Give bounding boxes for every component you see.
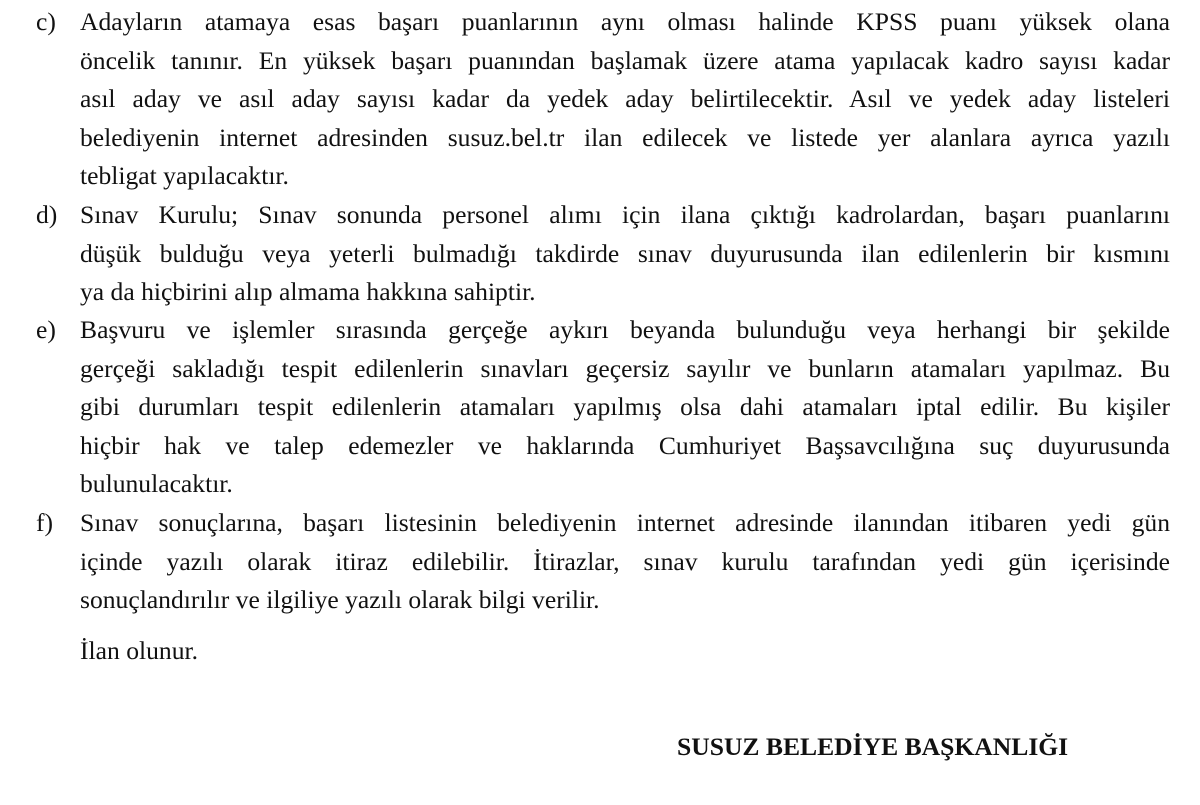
text-line: hiçbir hak ve talep edemezler ve haklarında Cumhuriyet Başsavcılığına suç duyurusunda [80, 430, 1170, 460]
text-line: düşük bulduğu veya yeterli bulmadığı takdirde sınav duyurusunda ilan edilenlerin bir kısmını [80, 238, 1170, 268]
text-line: asıl aday ve asıl aday sayısı kadar da yedek aday belirtilecektir. Asıl ve yedek aday listeleri [80, 84, 1170, 113]
item-text [80, 3, 1170, 196]
item-text [80, 311, 1170, 504]
item-text [80, 504, 1170, 620]
text-line: öncelik tanınır. En yüksek başarı puanından başlamak üzere atama yapılacak kadro sayısı kadar [80, 45, 1170, 75]
item-marker: c) [36, 7, 56, 36]
text-line: bulunulacaktır. [80, 469, 233, 498]
text-line: Başvuru ve işlemler sırasında gerçeğe aykırı beyanda bulunduğu veya herhangi bir şekilde [80, 315, 1170, 344]
text-line: Adayların atamaya esas başarı puanlarının aynı olması halinde KPSS puanı yüksek olana [80, 7, 1170, 36]
text-line: Sınav sonuçlarına, başarı listesinin belediyenin internet adresinde ilanından itibaren yedi gün [80, 508, 1170, 537]
text-line: ya da hiçbirini alıp almama hakkına sahiptir. [80, 277, 536, 306]
item-marker: f) [36, 508, 54, 537]
item-marker: d) [36, 200, 58, 229]
signature-authority: SUSUZ BELEDİYE BAŞKANLIĞI [677, 732, 1069, 761]
text-line: Sınav Kurulu; Sınav sonunda personel alımı için ilana çıktığı kadrolardan, başarı puanlarını [80, 200, 1170, 229]
text-line: tebligat yapılacaktır. [80, 161, 289, 190]
text-line: belediyenin internet adresinden susuz.bel.tr ilan edilecek ve listede yer alanlara ayrıca yazılı [80, 122, 1170, 152]
text-line: sonuçlandırılır ve ilgiliye yazılı olarak bilgi verilir. [80, 585, 600, 614]
text-line: gibi durumları tespit edilenlerin atamaları yapılmış olsa dahi atamaları iptal edilir. Bu kişiler [80, 392, 1170, 421]
text-line: içinde yazılı olarak itiraz edilebilir. İtirazlar, sınav kurulu tarafından yedi gün içerisinde [80, 546, 1170, 576]
item-marker: e) [36, 315, 56, 344]
closing-statement: İlan olunur. [80, 636, 198, 665]
text-line: gerçeği sakladığı tespit edilenlerin sınavları geçersiz sayılır ve bunların atamaları yapılmaz. Bu [80, 353, 1170, 383]
item-text [80, 196, 1170, 312]
